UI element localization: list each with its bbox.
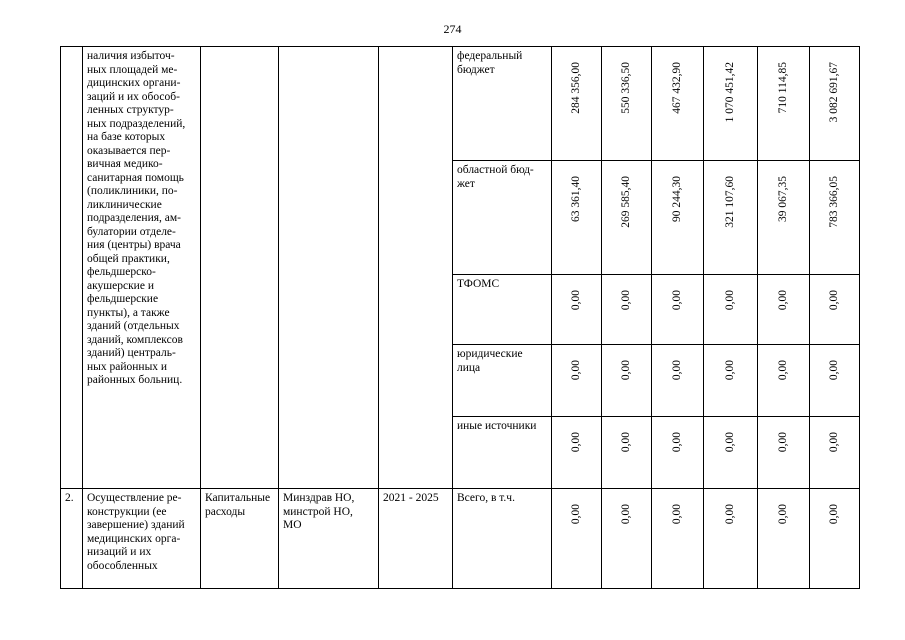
value-cell: 3 082 691,67: [810, 47, 860, 161]
value-cell: 0,00: [602, 489, 652, 589]
value-cell: 0,00: [704, 345, 758, 417]
value-cell: 284 356,00: [552, 47, 602, 161]
measure-description: Осуществление ре- конструкции (ее завершение) зданий медицинских орга- низаций и их обособленных: [83, 489, 201, 589]
value-cell: 0,00: [810, 345, 860, 417]
period-cell: [379, 47, 453, 489]
value-cell: 0,00: [602, 417, 652, 489]
value-cell: 0,00: [704, 417, 758, 489]
value-cell: 550 336,50: [602, 47, 652, 161]
source-label: юридические лица: [453, 345, 552, 417]
value-cell: 0,00: [552, 275, 602, 345]
value-cell: 0,00: [552, 417, 602, 489]
source-label: областной бюд- жет: [453, 161, 552, 275]
table-row: [61, 47, 860, 161]
value-cell: 0,00: [652, 275, 704, 345]
page-number: 274: [443, 22, 462, 36]
value-cell: 0,00: [602, 345, 652, 417]
value-cell: 269 585,40: [602, 161, 652, 275]
source-label: ТФОМС: [453, 275, 552, 345]
value-cell: 0,00: [704, 275, 758, 345]
value-cell: 321 107,60: [704, 161, 758, 275]
value-cell: 0,00: [810, 275, 860, 345]
value-cell: 0,00: [652, 489, 704, 589]
expense-type-cell: [201, 47, 279, 489]
row-number: 2.: [61, 489, 83, 589]
value-cell: 783 366,05: [810, 161, 860, 275]
row-number-cell: [61, 47, 83, 489]
value-cell: 0,00: [758, 275, 810, 345]
value-cell: 0,00: [602, 275, 652, 345]
value-cell: 0,00: [652, 345, 704, 417]
value-cell: 467 432,90: [652, 47, 704, 161]
value-cell: 63 361,40: [552, 161, 602, 275]
expense-type: Капитальные расходы: [201, 489, 279, 589]
value-cell: 0,00: [810, 489, 860, 589]
value-cell: 0,00: [704, 489, 758, 589]
value-cell: 0,00: [552, 489, 602, 589]
value-cell: 710 114,85: [758, 47, 810, 161]
value-cell: 39 067,35: [758, 161, 810, 275]
executors: Минздрав НО, минстрой НО, МО: [279, 489, 379, 589]
source-label: федеральный бюджет: [453, 47, 552, 161]
value-cell: 0,00: [758, 417, 810, 489]
value-cell: 90 244,30: [652, 161, 704, 275]
executors-cell: [279, 47, 379, 489]
value-cell: 0,00: [652, 417, 704, 489]
value-cell: 1 070 451,42: [704, 47, 758, 161]
measure-description: наличия избыточ- ных площадей ме- дицинских органи- заций и их обособ- ленных структур- ных подразделений, на базе которых оказывается пер- вичная медико- санитарная помощь (поликлиники, по- ликлинические подразделения, ам- булатории отделе- ния (центры) врача общей практики, фельдшерско- акушерские и фельдшерские пункты), а также зданий (отдельных зданий, комплексов зданий) централь- ных районных и районных больниц.: [83, 47, 201, 489]
period: 2021 - 2025: [379, 489, 453, 589]
value-cell: 0,00: [552, 345, 602, 417]
value-cell: 0,00: [758, 489, 810, 589]
source-label: Всего, в т.ч.: [453, 489, 552, 589]
table-row: [61, 489, 860, 589]
budget-table: [60, 46, 860, 589]
source-label: иные источники: [453, 417, 552, 489]
value-cell: 0,00: [758, 345, 810, 417]
value-cell: 0,00: [810, 417, 860, 489]
